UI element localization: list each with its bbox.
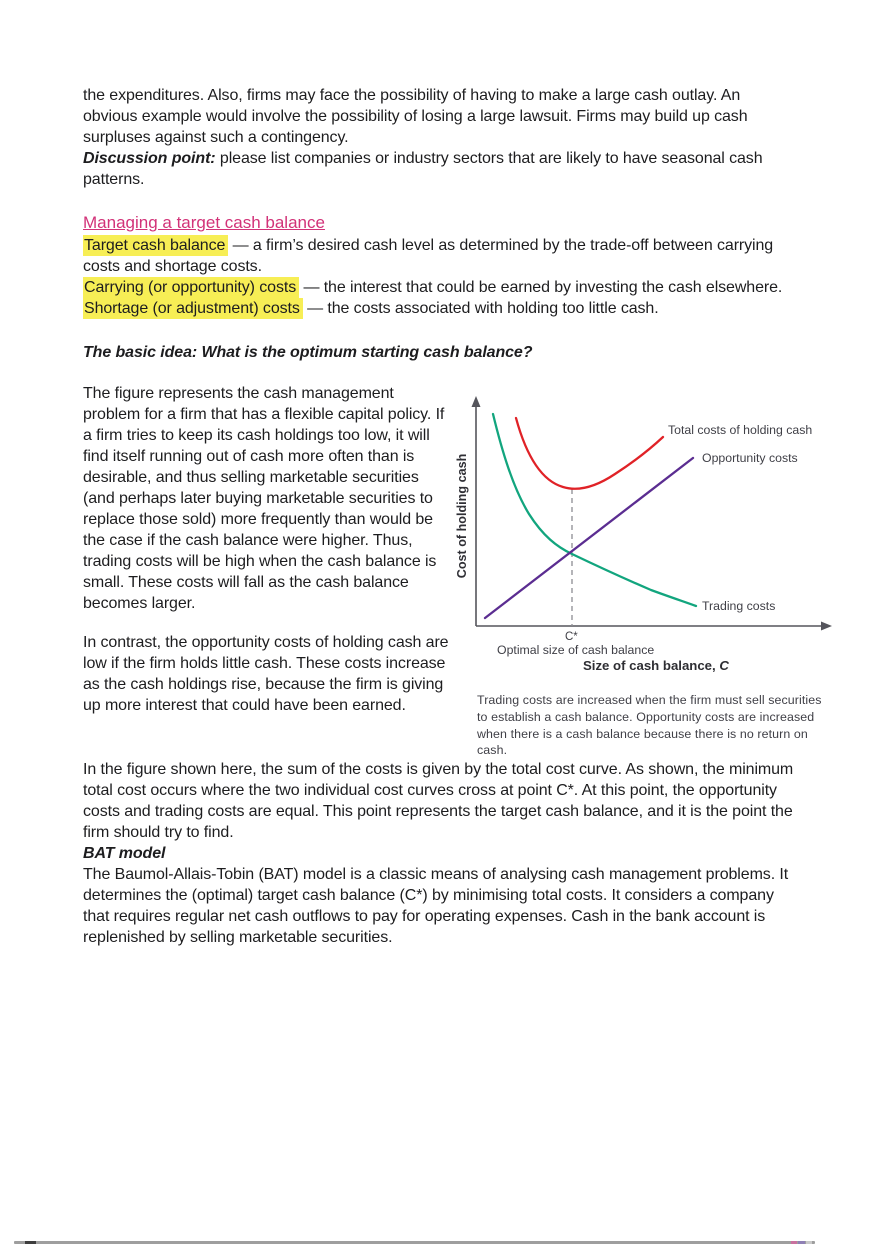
paragraph-opportunity-costs: In contrast, the opportunity costs of holding cash are low if the firm holds little cash. These costs increase as the cash holdings rise, because the firm is giving up more interest that could have been earned. <box>83 634 449 714</box>
cost-curves-chart <box>455 388 880 678</box>
total-costs-curve <box>516 418 663 489</box>
page-content <box>83 85 822 948</box>
divider-light-segment <box>806 1241 812 1244</box>
figure-caption: Trading costs are increased when the firm must sell securities to establish a cash balance. Opportunity costs are increased when there is a cash balance because there is no return on cash. <box>477 693 822 758</box>
paragraph-bat-model: The Baumol-Allais-Tobin (BAT) model is a classic means of analysing cash management problems. It determines the (optimal) target cash balance (C*) by minimising total costs. It considers a company that requires regular net cash outflows to pay for operating expenses. Cash in the bank account is replenished by selling marketable securities. <box>83 866 789 947</box>
definition-target-cash-balance <box>83 235 795 277</box>
figure-column <box>455 383 880 759</box>
divider-purple-segment <box>798 1241 805 1244</box>
x-axis-title: Size of cash balance, C <box>583 658 729 673</box>
paragraph-trading-costs: The figure represents the cash management problem for a firm that has a flexible capital policy. If a firm tries to keep its cash holdings too low, it will find itself running out of cash more often than is desirable, and thus selling marketable securities (and perhaps later buying marketable securities to replace those sold) more frequently than would be the case if the cash balance were higher. Thus, trading costs will be high when the cash balance is small. These costs will fall as the cash balance becomes larger. <box>83 385 445 612</box>
highlight-shortage-costs: Shortage (or adjustment) costs <box>83 298 303 319</box>
paragraph-cash-surpluses: the expenditures. Also, firms may face the possibility of having to make a large cash outlay. An obvious example would involve the possibility of losing a large lawsuit. Firms may build up cash surpluses against such a contingency. <box>83 87 748 146</box>
y-axis-arrow-icon <box>472 396 481 407</box>
figure-discussion-column <box>83 383 451 716</box>
definition-shortage-costs <box>83 298 795 319</box>
x-axis-arrow-icon <box>821 622 832 631</box>
paragraph-discussion-point <box>83 148 795 190</box>
divider-dark-segment <box>25 1241 36 1244</box>
page-bottom-divider <box>14 1241 815 1244</box>
y-axis-title: Cost of holding cash <box>455 453 469 579</box>
definition-text: — the costs associated with holding too little cash. <box>307 300 659 317</box>
divider-pink-segment <box>791 1241 797 1244</box>
figure-section <box>83 383 822 759</box>
optimal-size-label: Optimal size of cash balance <box>497 643 655 657</box>
paragraph-total-cost-curve: In the figure shown here, the sum of the costs is given by the total cost curve. As shown, the minimum total cost occurs where the two individual cost curves cross at point C*. At this point, the opportunity costs and trading costs are equal. This point represents the target cash balance, and it is the point the firm should try to find. <box>83 761 794 842</box>
discussion-point-text: please list companies or industry sectors that are likely to have seasonal cash patterns. <box>83 150 763 188</box>
definition-text: — a firm’s desired cash level as determined by the trade-off between carrying costs and shortage costs. <box>83 237 774 275</box>
definition-carrying-costs <box>83 277 795 298</box>
discussion-point-label: Discussion point: <box>83 150 216 167</box>
section-heading-link[interactable]: Managing a target cash balance <box>83 213 325 232</box>
basic-idea-heading: The basic idea: What is the optimum starting cash balance? <box>83 344 533 361</box>
c-star-tick-label: C* <box>565 631 578 643</box>
bat-model-heading: BAT model <box>83 845 166 863</box>
trading-costs-label: Trading costs <box>702 599 776 613</box>
definition-text: — the interest that could be earned by investing the cash elsewhere. <box>303 279 783 296</box>
total-costs-label: Total costs of holding cash <box>668 423 813 437</box>
highlight-target-cash-balance: Target cash balance <box>83 235 228 256</box>
highlight-carrying-costs: Carrying (or opportunity) costs <box>83 277 299 298</box>
opportunity-costs-label: Opportunity costs <box>702 451 798 465</box>
